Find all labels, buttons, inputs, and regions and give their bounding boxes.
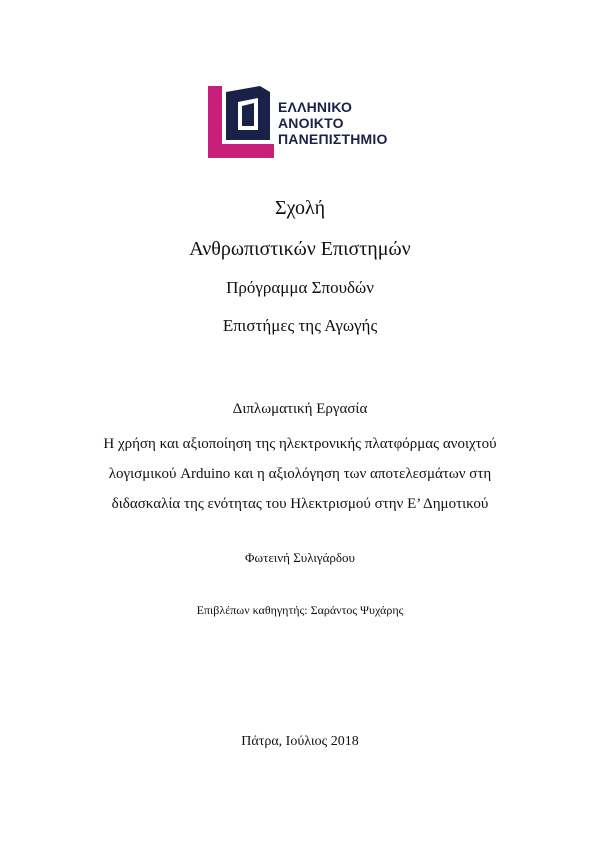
university-logo: [208, 86, 398, 158]
program-label: Πρόγραμμα Σπουδών: [226, 278, 374, 297]
thesis-title-line-3: διδασκαλία της ενότητας του Ηλεκτρισμού στην Ε’ Δημοτικού: [111, 496, 489, 512]
logo-wordmark: [278, 99, 388, 147]
program-name: Επιστήμες της Αγωγής: [222, 316, 378, 335]
supervisor-line: Επιβλέπων καθηγητής: Σαράντος Ψυχάρης: [196, 603, 404, 617]
logo-line-2: ΑΝΟΙΚΤΟ: [278, 115, 344, 131]
thesis-title-line-1: Η χρήση και αξιοποίηση της ηλεκτρονικής πλατφόρμας ανοιχτού: [103, 436, 497, 452]
logo-line-1: ΕΛΛΗΝΙΚΟ: [278, 99, 353, 115]
logo-line-3: ΠΑΝΕΠΙΣΤΗΜΙΟ: [278, 131, 388, 147]
hellenic-open-university-emblem-icon: [208, 86, 274, 158]
thesis-title-line-2: λογισμικού Arduino και η αξιολόγηση των αποτελεσμάτων στη: [108, 466, 492, 482]
thesis-type: Διπλωματική Εργασία: [232, 401, 368, 417]
faculty-heading: Ανθρωπιστικών Επιστημών: [189, 238, 411, 260]
author-name: Φωτεινή Συλιγάρδου: [245, 550, 355, 565]
school-heading: Σχολή: [274, 197, 326, 219]
place-and-date: Πάτρα, Ιούλιος 2018: [241, 734, 359, 749]
